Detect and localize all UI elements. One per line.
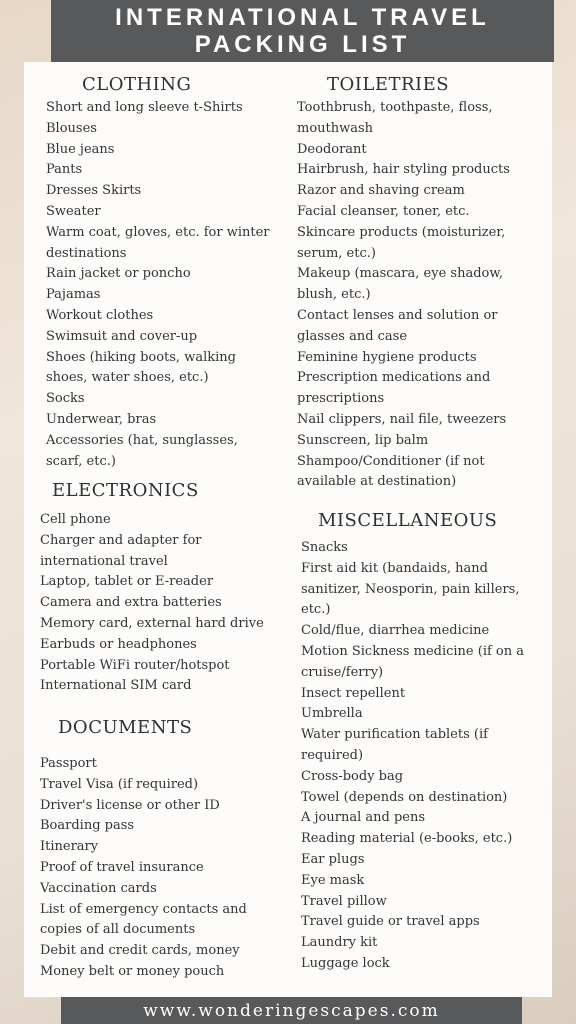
toiletries-list-item: Razor and shaving cream (297, 183, 465, 199)
documents-list-item: Money belt or money pouch (40, 963, 225, 979)
miscellaneous-list-item: Luggage lock (301, 955, 390, 971)
miscellaneous-list (301, 538, 536, 975)
clothing-list-item: Sweater (46, 203, 101, 219)
documents-list-item: Proof of travel insurance (40, 859, 204, 875)
electronics-list-item: Portable WiFi router/hotspot (40, 657, 230, 673)
toiletries-list-item: Toothbrush, toothpaste, floss, mouthwash (297, 100, 493, 136)
toiletries-list-item: Shampoo/Conditioner (if not available at destination) (297, 453, 485, 490)
toiletries-list-item: Prescription medications and prescriptions (297, 370, 491, 407)
miscellaneous-list-item: Cold/flue, diarrhea medicine (301, 623, 490, 639)
checklist-card (24, 62, 552, 997)
documents-heading: DOCUMENTS (58, 717, 193, 738)
documents-list-item: Debit and credit cards, money (40, 943, 240, 959)
miscellaneous-list-item: Travel pillow (301, 893, 387, 909)
documents-list-item: Vaccination cards (40, 880, 157, 896)
toiletries-heading: TOILETRIES (327, 74, 450, 95)
clothing-list-item: Accessories (hat, sunglasses, scarf, etc.) (46, 432, 238, 469)
miscellaneous-list-item: Motion Sickness medicine (if on a cruise/ferry) (301, 643, 525, 680)
electronics-list-item: Charger and adapter for international travel (40, 532, 202, 569)
clothing-list (46, 98, 274, 472)
clothing-list-item: Rain jacket or poncho (46, 266, 191, 282)
electronics-list-item: Camera and extra batteries (40, 595, 222, 611)
toiletries-list-item: Hairbrush, hair styling products (297, 162, 510, 178)
toiletries-list-item: Contact lenses and solution or glasses and case (297, 307, 498, 344)
toiletries-list-item: Sunscreen, lip balm (297, 432, 429, 448)
miscellaneous-list-item: Travel guide or travel apps (301, 914, 480, 930)
electronics-list-item: Laptop, tablet or E-reader (40, 574, 214, 590)
miscellaneous-list-item: Reading material (e-books, etc.) (301, 831, 513, 847)
clothing-list-item: Dresses Skirts (46, 183, 142, 199)
clothing-list-item: Blue jeans (46, 141, 115, 157)
miscellaneous-list-item: Towel (depends on destination) (301, 789, 508, 805)
documents-list (40, 754, 255, 983)
clothing-list-item: Workout clothes (46, 307, 154, 323)
documents-list-item: Travel Visa (if required) (40, 776, 199, 792)
documents-list-item: Driver's license or other ID (40, 797, 220, 813)
toiletries-list-item: Skincare products (moisturizer, serum, etc.) (297, 224, 506, 261)
miscellaneous-list-item: Umbrella (301, 706, 363, 722)
website-footer (61, 997, 522, 1024)
page-title-line-1: INTERNATIONAL TRAVEL (115, 4, 490, 31)
documents-list-item: Itinerary (40, 839, 99, 855)
clothing-list-item: Underwear, bras (46, 411, 157, 427)
documents-list-item: List of emergency contacts and copies of all documents (40, 901, 247, 938)
toiletries-list-item: Deodorant (297, 141, 367, 157)
clothing-list-item: Short and long sleeve t-Shirts (46, 100, 243, 115)
clothing-list-item: Blouses (46, 120, 97, 136)
documents-list-item: Boarding pass (40, 818, 135, 834)
electronics-list-item: Memory card, external hard drive (40, 615, 264, 631)
clothing-list-item: Pajamas (46, 287, 101, 303)
toiletries-list-item: Feminine hygiene products (297, 349, 477, 365)
clothing-list-item: Pants (46, 162, 83, 178)
electronics-list-item: Earbuds or headphones (40, 636, 197, 652)
toiletries-list (297, 98, 535, 493)
clothing-list-item: Warm coat, gloves, etc. for winter destinations (46, 224, 270, 261)
miscellaneous-list-item: A journal and pens (301, 810, 426, 826)
toiletries-list-item: Nail clippers, nail file, tweezers (297, 411, 507, 427)
miscellaneous-list-item: Ear plugs (301, 851, 365, 867)
miscellaneous-heading: MISCELLANEOUS (318, 510, 498, 531)
electronics-list (40, 510, 265, 697)
miscellaneous-list-item: Snacks (301, 540, 348, 555)
clothing-list-item: Swimsuit and cover-up (46, 328, 198, 344)
miscellaneous-list-item: Laundry kit (301, 935, 378, 951)
title-banner (51, 0, 554, 62)
toiletries-list-item: Facial cleanser, toner, etc. (297, 203, 470, 219)
electronics-heading: ELECTRONICS (52, 480, 199, 501)
miscellaneous-list-item: Water purification tablets (if required) (301, 727, 488, 763)
toiletries-list-item: Makeup (mascara, eye shadow, blush, etc.) (297, 266, 504, 303)
miscellaneous-list-item: Insect repellent (301, 685, 406, 701)
clothing-list-item: Shoes (hiking boots, walking shoes, water shoes, etc.) (46, 349, 236, 386)
electronics-list-item: International SIM card (40, 678, 192, 694)
website-url: www.wonderingescapes.com (143, 1000, 440, 1021)
miscellaneous-list-item: Cross-body bag (301, 768, 404, 784)
clothing-heading: CLOTHING (82, 74, 192, 95)
clothing-list-item: Socks (46, 391, 85, 407)
miscellaneous-list-item: Eye mask (301, 872, 365, 888)
documents-list-item: Passport (40, 756, 97, 771)
miscellaneous-list-item: First aid kit (bandaids, hand sanitizer, Neosporin, pain killers, etc.) (301, 560, 520, 618)
page-title-line-2: PACKING LIST (194, 31, 411, 58)
electronics-list-item: Cell phone (40, 512, 111, 527)
